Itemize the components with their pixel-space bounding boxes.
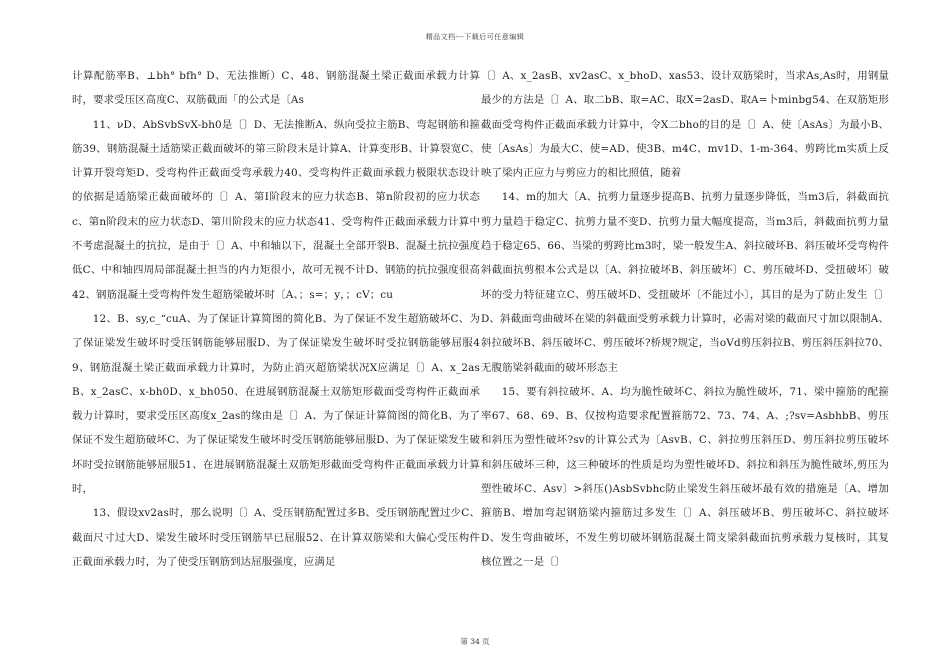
paragraph: 14、m的加大〔A、抗剪力量逐步提高B、抗剪力量逐步降低，当m3后，斜截面抗剪力量趋于稳定C、抗剪力量不变D、抗剪力量大幅度提高，当m3后，斜截面抗剪力量趋于稳定65、66、当梁的剪跨比m3时，梁一般发生A、斜拉破坏B、斜压破坏受弯构件斜截面抗剪根本公式是以〔A、斜拉破坏B、斜压破坏〕C、剪压破坏D、受扭破坏〕破坏的受力特征建立C、剪压破坏D、受扭破坏〔不能过小〕，其目的是为了防止发生〔〕D、斜截面弯曲破坏在梁的斜截面受剪承载力计算时，必需对梁的截面尺寸加以限制A、斜拉破坏B、斜压破坏C、剪压破坏?桥规?规定，当oVd剪压斜拉B、剪压斜压斜拉70、无腹筋梁斜截面的破坏形态主 xyxy=(481,191,889,374)
left-column xyxy=(72,64,480,574)
right-column xyxy=(481,64,889,574)
paragraph: 11、νD、AbSvbSvX-bh0是〔〕D、无法推断A、纵向受拉主筋B、弯起钢筋和箍筋39、钢筋混凝土适筋梁正截面破坏的第三阶段末是计算A、计算变形B、计算裂宽C、计算开裂弯矩D、受弯构件正截面受弯承载力40、受弯构件正截面承载力极限状态设计的依据是适筋梁正截面破坏的〔〕A、第Ⅰ阶段末的应力状态B、第n阶段初的应力状态c、第n阶段末的应力状态D、第川阶段末的应力状态41、受弯构件正截面承载力计算中不考虑混凝土的抗拉，是由于〔〕A、中和轴以下，混凝土全部开裂B、混凝土抗拉强度低C、中和轴四周局部混凝土担当的内力矩很小，故可无视不计D、钢筋的抗拉强度很高42、钢筋混凝土受弯构件发生超筋梁破坏时〔A、；s=；y，；cV；cu xyxy=(72,118,480,301)
paragraph: 12、B、sy,c_“cuA、为了保证计算简图的简化B、为了保证不发生超筋破坏C、为了保证梁发生破坏时受压钢筋能够屈服D、为了保证梁发生破坏时受拉钢筋能够屈服49、钢筋混凝土梁正截面承载力计算时，为防止消灭超筋梁状况X应满足〔〕A、x_2asB、x_2asC、x-bh0D、x_bh050、在进展钢筋混凝土双筋矩形截面受弯构件正截面承载力计算时，要求受压区高度x_2as的缘由是〔〕A、为了保证计算简图的简化B、为了保证不发生超筋破坏C、为了保证梁发生破坏时受压钢筋能够屈服D、为了保证梁发生破坏时受拉钢筋能够屈服51、在进展钢筋混凝土双筋矩形截面受弯构件正截面承载力计算时， xyxy=(72,312,480,496)
paragraph: 计算配筋率B、⊥bh° bfh° D、无法推断）C、48、钢筋混凝土梁正截面承载力计算时，要求受压区高度C、双筋截面「的公式是〔As xyxy=(72,70,480,107)
paragraph: 〔〕A、x_2asB、xv2asC、x_bhoD、xas53、设计双筋梁时，当求As,As时，用钢量最少的方法是〔〕A、取二bB、取=AC、取X=2asD、取A=卜minbg54、在双筋矩形截面受弯构件正截面承载力计算中，令X二bho的目的是〔〕A、使〔AsAs〕为最小B、使〔AsAs〕为最大C、使=AD、使3B、m4C、mv1D、1-m-364、剪跨比m实质上反映了梁内正应力与剪应力的相比照值，随着 xyxy=(481,70,889,180)
page-header: 精品文档---下载后可任意编辑 xyxy=(425,33,525,41)
page-number: 第 34 页 xyxy=(460,637,490,646)
paragraph: 15、要有斜拉破坏、A、均为脆性破坏C、斜拉为脆性破坏，71、梁中箍筋的配箍率67、68、69、B、仅按构造要求配置箍筋72、73、74、A、;?sv=AsbhbB、剪压和斜压为塑性破坏?sv的计算公式为〔AsvB、C、斜拉剪压斜压D、剪压斜拉剪压破坏和斜压破坏三种，这三种破坏的性质是均为塑性破坏D、斜拉和斜压为脆性破坏,剪压为塑性破坏C、Asv〕>斜压()AsbSvbhc防止梁发生斜压破坏最有效的措施是〔A、增加箍筋B、增加弯起钢筋梁内箍筋过多发生〔〕A、斜压破坏B、剪压破坏C、斜拉破坏D、发生弯曲破坏，不发生剪切破坏钢筋混凝土简支梁斜截面抗剪承载力复核时，其复核位置之一是〔〕 xyxy=(481,385,889,568)
paragraph: 13、假设xv2as时，那么说明〔〕A、受压钢筋配置过多B、受压钢筋配置过少C、截面尺寸过大D、梁发生破坏时受压钢筋早已屈服52、在计算双筋梁和大偏心受压构件正截面承载力时，为了使受压钢筋到达屈服强度，应满足 xyxy=(72,507,480,568)
